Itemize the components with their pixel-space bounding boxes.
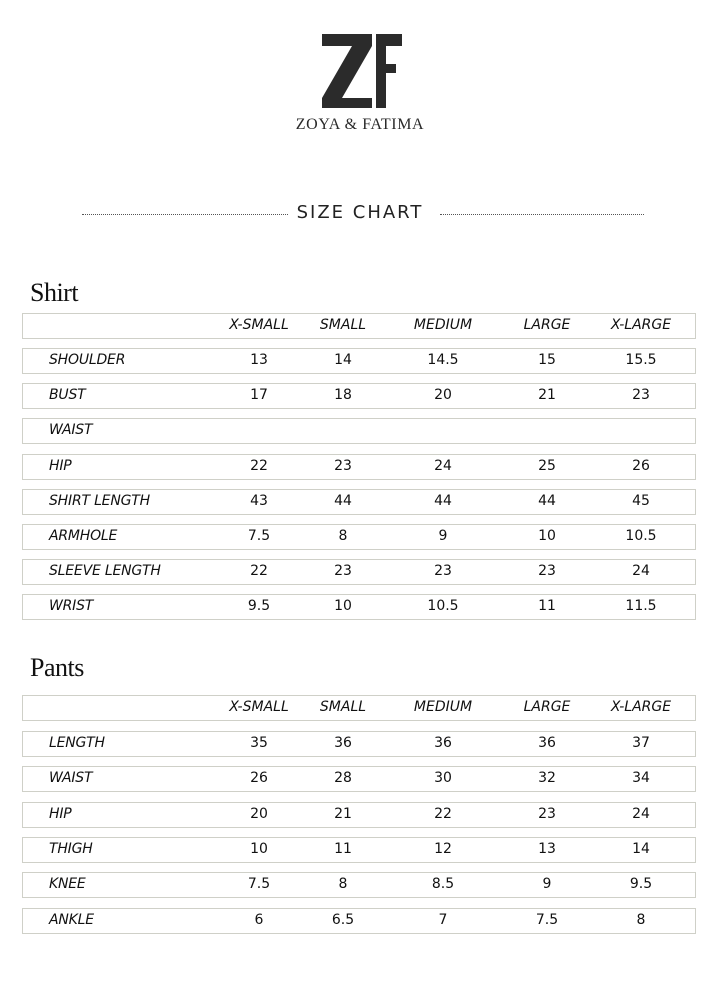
size-value: 9 xyxy=(438,528,448,544)
row-label: WRIST xyxy=(49,598,94,615)
row-label: HIP xyxy=(49,805,72,822)
size-value: 17 xyxy=(250,387,268,404)
size-value: 26 xyxy=(250,770,268,787)
size-value: 43 xyxy=(250,492,268,509)
size-value: 32 xyxy=(538,770,556,787)
table-row xyxy=(22,454,696,480)
table-row xyxy=(22,559,696,585)
size-value: 7.5 xyxy=(247,528,271,544)
size-value: 21 xyxy=(538,387,556,404)
table-row xyxy=(22,594,696,620)
size-value: 20 xyxy=(434,387,452,404)
size-value: 22 xyxy=(434,805,452,822)
size-value: 8 xyxy=(338,528,348,544)
size-value: 37 xyxy=(632,735,650,751)
table-row xyxy=(22,348,696,374)
size-value: 9 xyxy=(542,876,552,893)
size-value: 36 xyxy=(334,735,352,751)
size-value: 30 xyxy=(434,770,452,787)
size-value: 11 xyxy=(538,598,556,615)
row-label: SHIRT LENGTH xyxy=(49,492,150,509)
size-value: 34 xyxy=(632,770,650,787)
size-value: 28 xyxy=(334,770,352,787)
shirt-column-header: X-SMALL xyxy=(229,317,289,333)
pants-column-header: X-LARGE xyxy=(610,699,672,715)
pants-column-header: MEDIUM xyxy=(413,699,473,715)
row-label: LENGTH xyxy=(49,735,105,751)
shirt-header-row xyxy=(22,313,696,339)
shirt-column-header: SMALL xyxy=(319,317,367,333)
pants-section-title: Pants xyxy=(30,653,84,682)
row-label: WAIST xyxy=(49,770,93,787)
page-title: SIZE CHART xyxy=(296,202,424,223)
size-value: 20 xyxy=(250,805,268,822)
size-value: 14.5 xyxy=(427,352,459,368)
row-label: WAIST xyxy=(49,422,93,439)
table-row xyxy=(22,489,696,515)
size-value: 44 xyxy=(434,492,452,509)
size-value: 23 xyxy=(434,563,452,580)
pants-column-header: SMALL xyxy=(319,699,367,715)
row-label: HIP xyxy=(49,457,72,474)
size-value: 10 xyxy=(334,598,352,615)
size-value: 35 xyxy=(250,735,268,751)
size-value: 14 xyxy=(632,840,650,857)
size-value: 8 xyxy=(338,876,348,893)
size-value: 23 xyxy=(538,805,556,822)
size-value: 15.5 xyxy=(625,352,657,368)
size-value: 23 xyxy=(334,563,352,580)
table-row xyxy=(22,908,696,934)
size-value: 10 xyxy=(538,528,556,544)
size-value: 6.5 xyxy=(331,911,355,928)
size-value: 15 xyxy=(538,352,556,368)
table-row xyxy=(22,383,696,409)
size-value: 23 xyxy=(334,457,352,474)
size-value: 9.5 xyxy=(629,876,653,893)
size-value: 22 xyxy=(250,457,268,474)
pants-column-header: LARGE xyxy=(523,699,571,715)
size-value: 8 xyxy=(636,911,646,928)
size-value: 18 xyxy=(334,387,352,404)
size-value: 36 xyxy=(434,735,452,751)
row-label: ARMHOLE xyxy=(49,528,118,544)
size-value: 11 xyxy=(334,840,352,857)
size-value: 22 xyxy=(250,563,268,580)
size-value: 6 xyxy=(254,911,264,928)
size-value: 26 xyxy=(632,457,650,474)
size-value: 24 xyxy=(434,457,452,474)
table-row xyxy=(22,524,696,550)
pants-header-row xyxy=(22,695,696,721)
table-row xyxy=(22,802,696,828)
size-value: 44 xyxy=(538,492,556,509)
table-row xyxy=(22,837,696,863)
size-value: 25 xyxy=(538,457,556,474)
size-value: 13 xyxy=(250,352,268,368)
size-value: 7.5 xyxy=(247,876,271,893)
row-label: THIGH xyxy=(49,840,93,857)
size-value: 10 xyxy=(250,840,268,857)
row-label: SLEEVE LENGTH xyxy=(49,563,161,580)
table-row xyxy=(22,418,696,444)
size-value: 12 xyxy=(434,840,452,857)
zf-monogram-logo-icon xyxy=(320,32,404,110)
size-value: 24 xyxy=(632,805,650,822)
size-value: 7.5 xyxy=(535,911,559,928)
size-value: 10.5 xyxy=(625,528,657,544)
size-value: 10.5 xyxy=(427,598,459,615)
shirt-column-header: LARGE xyxy=(523,317,571,333)
pants-column-header: X-SMALL xyxy=(229,699,289,715)
size-value: 8.5 xyxy=(431,876,455,893)
size-value: 45 xyxy=(632,492,650,509)
size-value: 7 xyxy=(438,911,448,928)
heading-divider-right xyxy=(440,214,644,215)
table-row xyxy=(22,766,696,792)
table-row xyxy=(22,872,696,898)
shirt-column-header: X-LARGE xyxy=(610,317,672,333)
size-value: 14 xyxy=(334,352,352,368)
size-value: 9.5 xyxy=(247,598,271,615)
row-label: BUST xyxy=(49,387,86,404)
row-label: SHOULDER xyxy=(49,352,126,368)
size-value: 11.5 xyxy=(625,598,657,615)
shirt-column-header: MEDIUM xyxy=(413,317,473,333)
size-value: 21 xyxy=(334,805,352,822)
shirt-section-title: Shirt xyxy=(30,278,79,307)
row-label: KNEE xyxy=(49,876,86,893)
size-value: 24 xyxy=(632,563,650,580)
brand-name: ZOYA & FATIMA xyxy=(295,116,425,133)
table-row xyxy=(22,731,696,757)
size-value: 36 xyxy=(538,735,556,751)
size-value: 23 xyxy=(538,563,556,580)
size-value: 44 xyxy=(334,492,352,509)
size-value: 13 xyxy=(538,840,556,857)
row-label: ANKLE xyxy=(49,911,94,928)
size-value: 23 xyxy=(632,387,650,404)
